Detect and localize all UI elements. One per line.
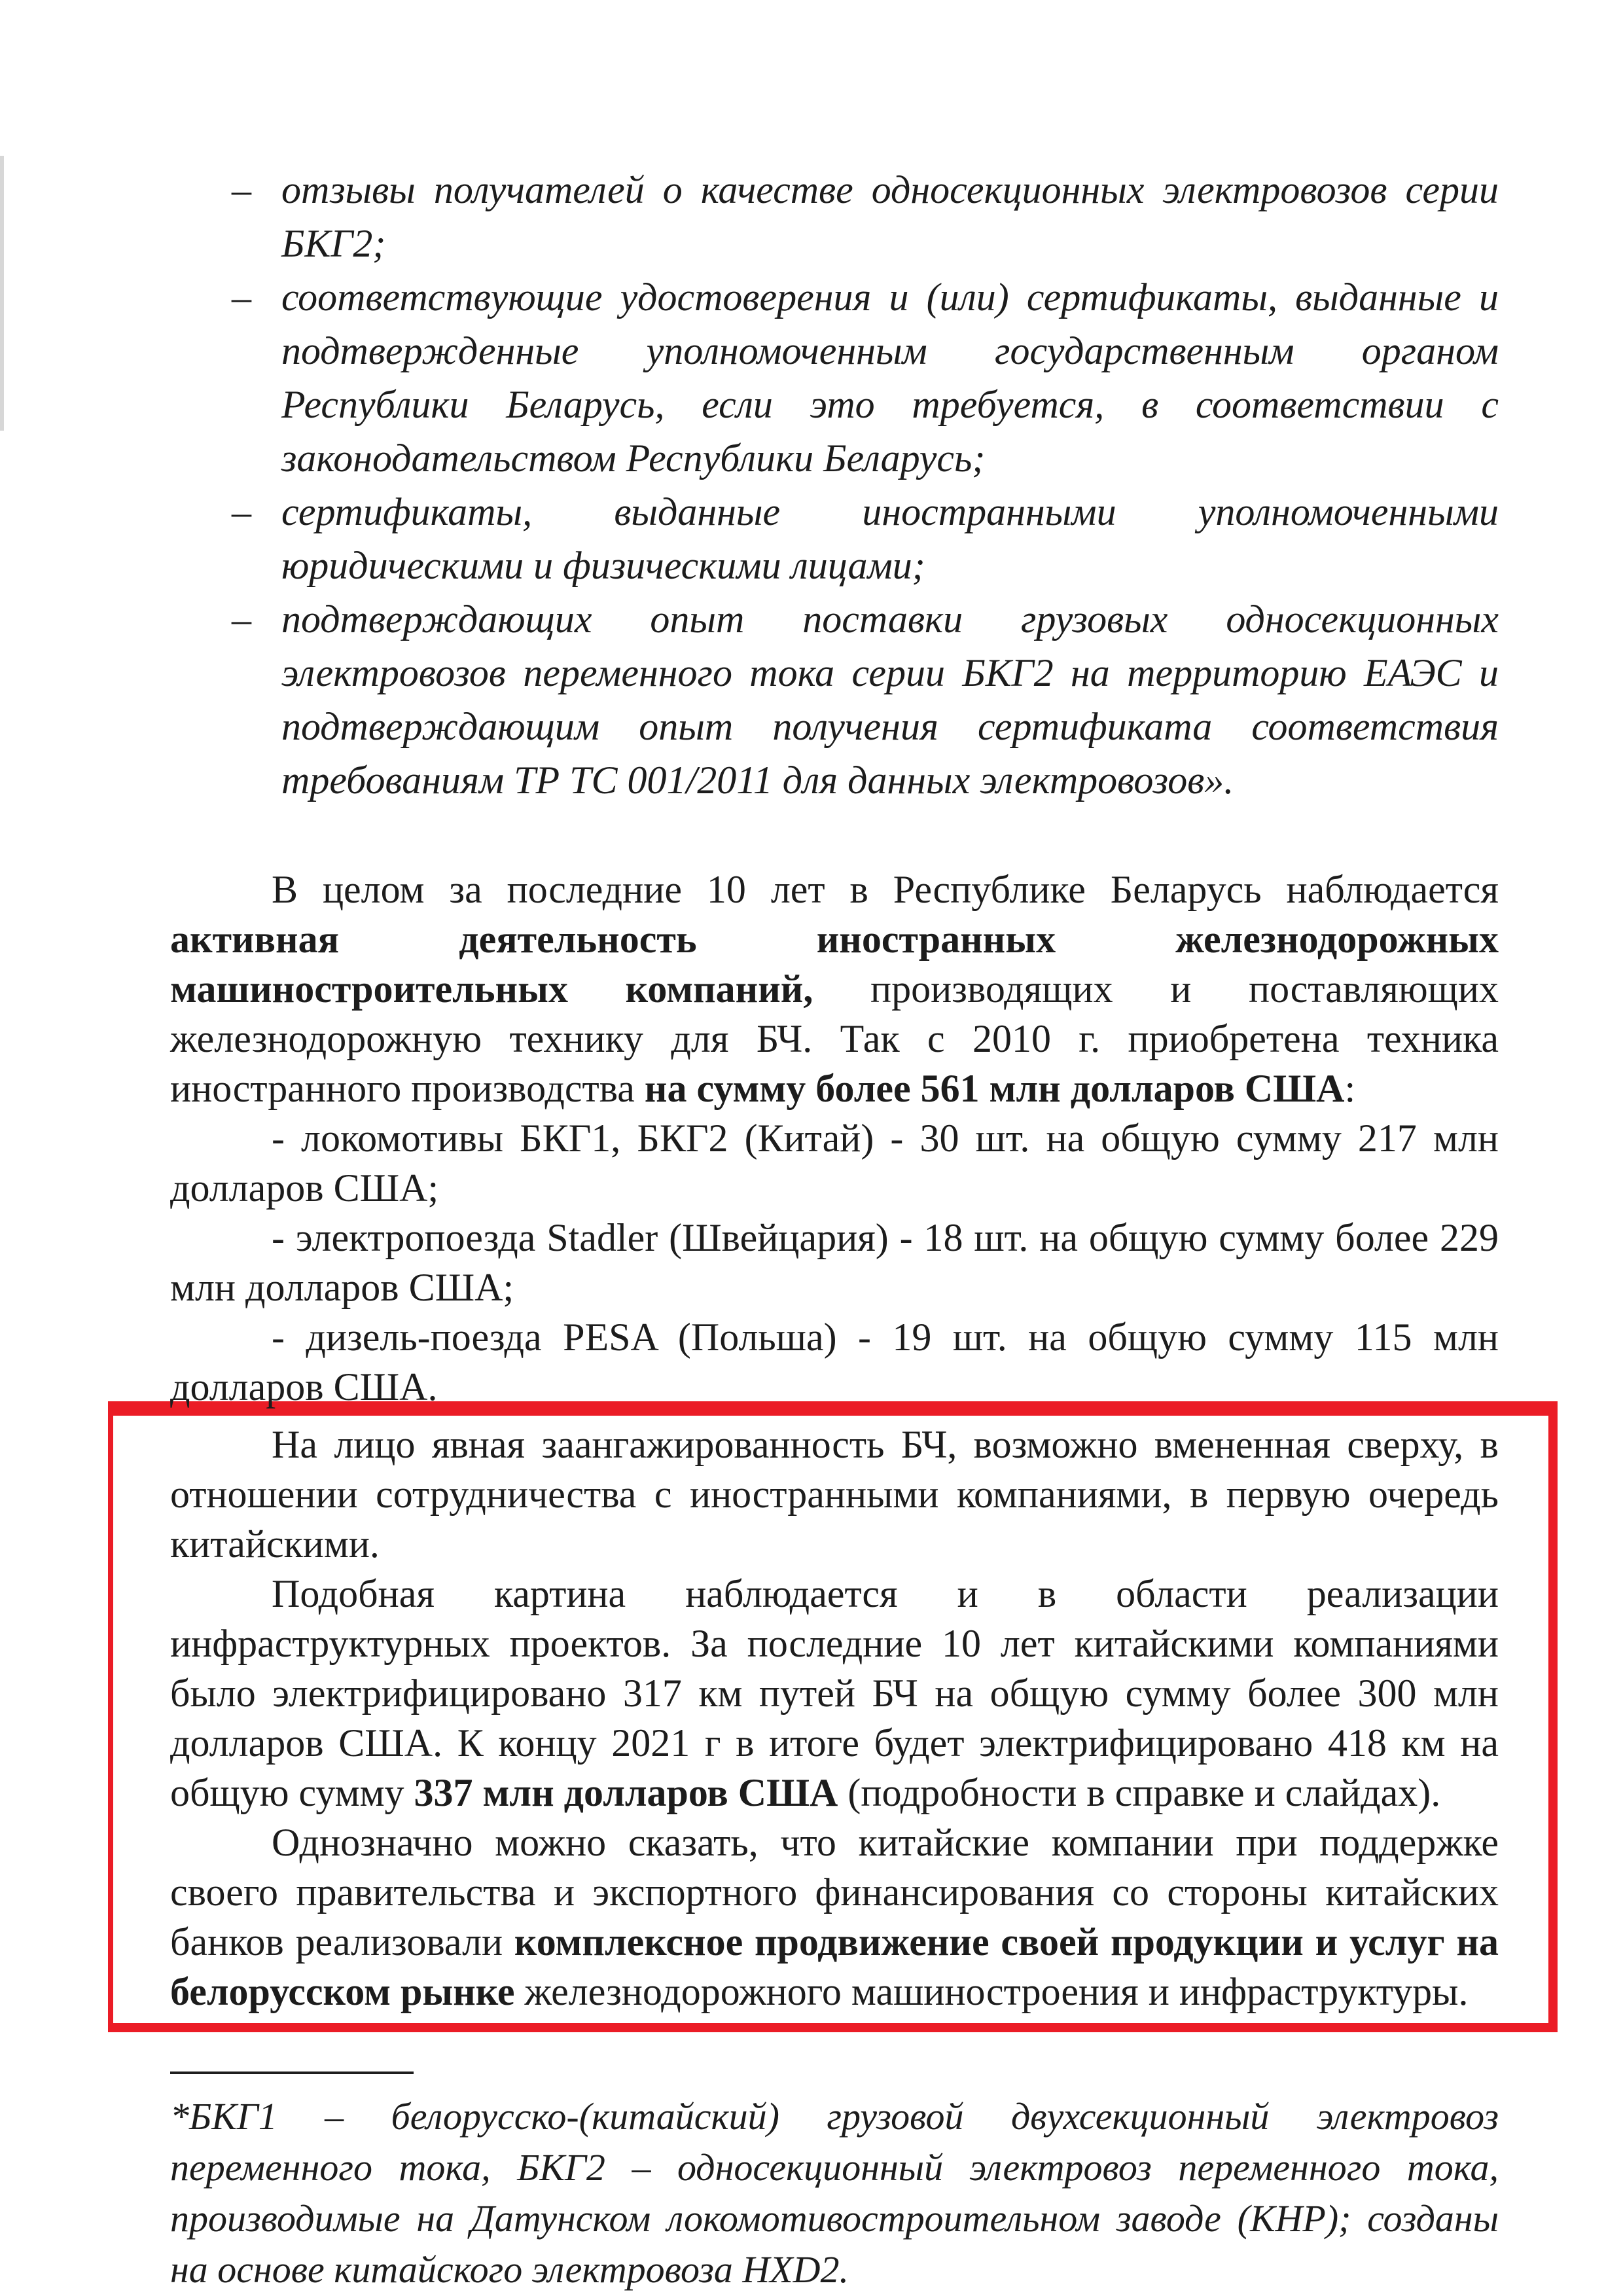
redbox-paragraph-bias: На лицо явная заангажированность БЧ, возможно вмененная сверху, в отношении сотрудничества с иностранными компаниями, в первую очередь китайскими. [170,1423,1499,1566]
list-item [170,270,1499,485]
list-item [170,485,1499,592]
list-item-text: сертификаты, выданные иностранными уполномоченными юридическими и физическими лицами; [281,490,1499,587]
list-item-text: соответствующие удостоверения и (или) сертификаты, выданные и подтвержденные уполномоченным государственным органом Республики Беларусь, если это требуется, в соответствии с законодательством Республики Беларусь; [281,276,1499,480]
list-item-text: отзывы получателей о качестве односекционных электровозов серии БКГ2; [281,168,1499,265]
redbox-paragraph-infrastructure: Подобная картина наблюдается и в области реализации инфраструктурных проектов. За последние 10 лет китайскими компаниями было электрифицировано 317 км путей БЧ на общую сумму более 300 млн долларов США. К концу 2021 г в итоге будет электрифицировано 418 км на общую сумму 337 млн долларов США (подробности в справке и слайдах). [170,1572,1499,1814]
list-item-stadler: - электропоезда Stadler (Швейцария) - 18 шт. на общую сумму более 229 млн долларов США; [170,1216,1499,1309]
scan-artifact-line [0,156,4,431]
dash-marker: – [232,276,251,319]
list-item [170,163,1499,270]
redbox-paragraph-conclusion: Однозначно можно сказать, что китайские компании при поддержке своего правительства и экспортного финансирования со стороны китайских банков реализовали комплексное продвижение своей продукции и услуг на белорусском рынке железнодорожного машиностроения и инфраструктуры. [170,1821,1499,2013]
footnote [170,2072,1499,2295]
quoted-requirements-list [170,163,1499,807]
footnote-rule [170,2072,414,2074]
dash-marker: – [232,598,251,641]
list-item [170,592,1499,807]
list-item-locomotives: - локомотивы БКГ1, БКГ2 (Китай) - 30 шт. на общую сумму 217 млн долларов США; [170,1117,1499,1210]
dash-marker: – [232,168,251,211]
list-item-text: подтверждающих опыт поставки грузовых односекционных электровозов переменного тока серии БКГ2 на территорию ЕАЭС и подтверждающим опыт получения сертификата соответствия требованиям ТР ТС 001/2011 для данных электровозов». [281,598,1499,802]
paragraph-overview: В целом за последние 10 лет в Республике Беларусь наблюдается активная деятельность иностранных железнодорожных машиностроительных компаний, производящих и поставляющих железнодорожную технику для БЧ. Так с 2010 г. приобретена техника иностранного производства на сумму более 561 млн долларов США: [170,868,1499,1110]
red-annotation-box [108,1401,1558,2032]
dash-marker: – [232,490,251,533]
list-item-pesa: - дизель-поезда PESA (Польша) - 19 шт. на общую сумму 115 млн долларов США. [170,1316,1499,1408]
footnote-text: *БКГ1 – белорусско-(китайский) грузовой двухсекционный электровоз переменного тока, БКГ2 – односекционный электровоз переменного тока, производимые на Датунском локомотивостроительном заводе (КНР); созданы на основе китайского электровоза HXD2. [170,2095,1499,2291]
